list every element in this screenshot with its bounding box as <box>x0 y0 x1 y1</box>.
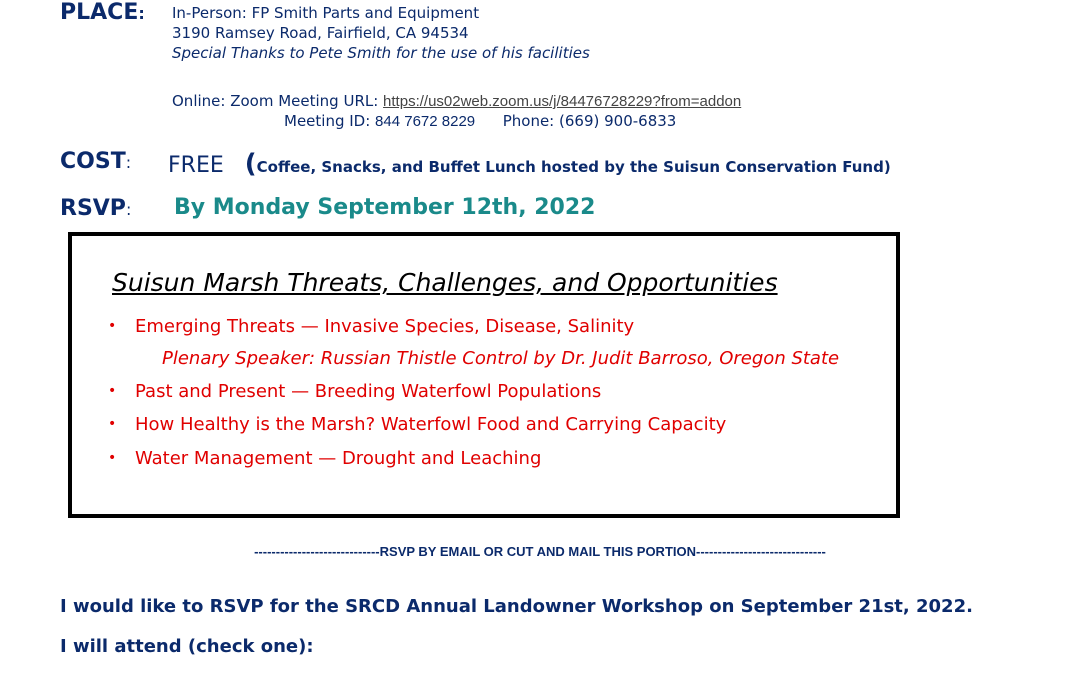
phone-value: 669) 900-6833 <box>564 112 677 130</box>
address-line: 3190 Ramsey Road, Fairfield, CA 94534 <box>172 24 469 42</box>
list-item-text: How Healthy is the Marsh? Waterfowl Food and Carrying Capacity <box>135 414 727 435</box>
cut-line-left-dashes: ----------------------------- <box>254 544 380 559</box>
place-label <box>60 0 145 25</box>
topics-title: Suisun Marsh Threats, Challenges, and Opportunities <box>112 268 778 297</box>
list-item-text: Emerging Threats — Invasive Species, Disease, Salinity <box>135 316 635 337</box>
cut-line <box>0 544 1080 559</box>
meeting-id-label: Meeting ID: <box>284 112 376 130</box>
rsvp-deadline: By Monday September 12th, 2022 <box>174 195 596 220</box>
bullet-icon: • <box>108 383 117 399</box>
place-colon: : <box>138 4 145 23</box>
cost-label: COST <box>60 149 126 174</box>
place-label-text: PLACE <box>60 0 139 25</box>
bullet-icon: • <box>108 318 117 334</box>
thanks-line: Special Thanks to Pete Smith for the use of his facilities <box>172 44 590 62</box>
cost-line <box>60 149 131 174</box>
cost-paren: ( <box>244 149 257 179</box>
cost-free: FREE <box>168 153 224 178</box>
list-item <box>108 414 726 435</box>
meeting-id-line <box>284 112 676 130</box>
list-item <box>108 381 601 402</box>
rsvp-line <box>60 196 131 221</box>
in-person-line: In-Person: FP Smith Parts and Equipment <box>172 4 480 22</box>
cut-line-text: RSVP BY EMAIL OR CUT AND MAIL THIS PORTION <box>379 544 697 559</box>
phone-label: Phone: ( <box>502 112 565 130</box>
bullet-icon: • <box>108 450 117 466</box>
zoom-link[interactable]: https://us02web.zoom.us/j/84476728229?from=addon <box>383 93 742 110</box>
plenary-speaker: Plenary Speaker: Russian Thistle Control by Dr. Judit Barroso, Oregon State <box>162 348 840 369</box>
list-item <box>108 448 541 469</box>
rsvp-colon: : <box>125 200 132 219</box>
list-item <box>108 316 634 337</box>
cut-line-right-dashes: ------------------------------ <box>696 544 826 559</box>
list-item-text: Past and Present — Breeding Waterfowl Populations <box>135 381 602 402</box>
cost-colon: : <box>125 153 132 172</box>
zoom-line <box>172 92 741 110</box>
bullet-icon: • <box>108 416 117 432</box>
rsvp-label: RSVP <box>60 196 126 221</box>
cost-value <box>168 149 891 179</box>
attend-prompt: I will attend (check one): <box>60 636 314 657</box>
meeting-id-value: 844 7672 8229 <box>375 113 476 130</box>
zoom-label: Online: Zoom Meeting URL: <box>172 92 384 110</box>
rsvp-statement: I would like to RSVP for the SRCD Annual Landowner Workshop on September 21st, 2022. <box>60 596 973 617</box>
list-item-text: Water Management — Drought and Leaching <box>135 448 542 469</box>
cost-note: Coffee, Snacks, and Buffet Lunch hosted by the Suisun Conservation Fund) <box>256 158 891 176</box>
